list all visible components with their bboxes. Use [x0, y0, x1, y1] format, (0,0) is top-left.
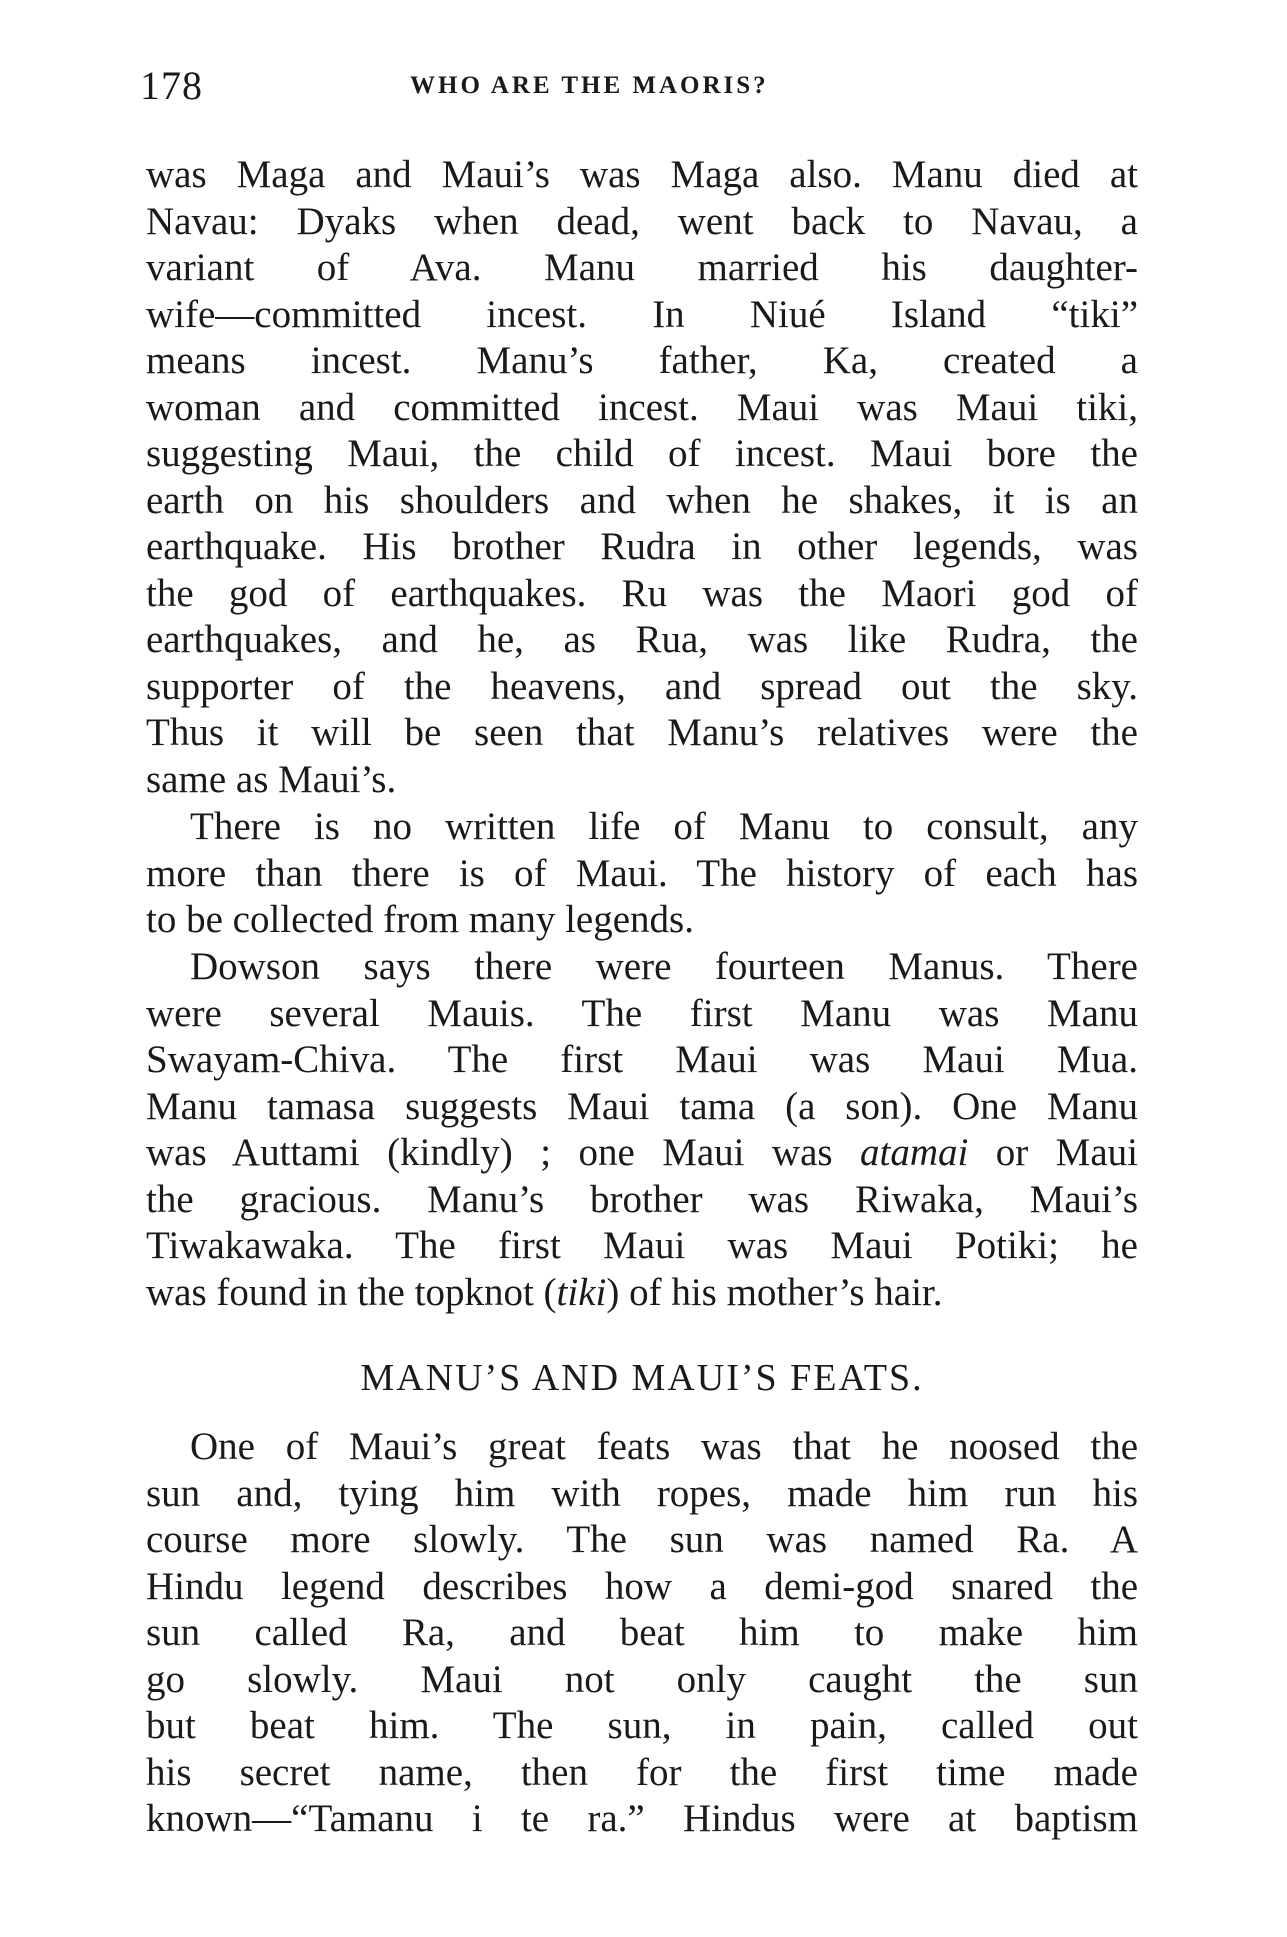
italic-word: atamai: [860, 1131, 969, 1174]
text-line: Thus it will be seen that Manu’s relatives were the: [146, 711, 1138, 754]
text-line: earthquake. His brother Rudra in other legends, was: [146, 525, 1138, 568]
paragraph-2: [146, 804, 1138, 944]
text-line: means incest. Manu’s father, Ka, created a: [146, 339, 1138, 382]
text-line: [146, 1270, 1138, 1317]
text-line: supporter of the heavens, and spread out the sky.: [146, 664, 1138, 708]
text-line: go slowly. Maui not only caught the sun: [146, 1657, 1138, 1701]
section-heading: MANU’S AND MAUI’S FEATS.: [360, 1357, 924, 1399]
text-line: his secret name, then for the first time made: [146, 1750, 1138, 1794]
paragraph-1: [146, 152, 1138, 803]
text-line: variant of Ava. Manu married his daughter-: [146, 246, 1138, 289]
text-line: Dowson says there were fourteen Manus. There: [190, 945, 1138, 988]
text-segment: was Auttami (kindly) ; one Maui was: [146, 1131, 860, 1174]
text-line: known—“Tamanu i te ra.” Hindus were at baptism: [146, 1797, 1138, 1840]
running-title: WHO ARE THE MAORIS?: [410, 72, 769, 99]
text-line: the gracious. Manu’s brother was Riwaka, Maui’s: [146, 1177, 1138, 1221]
text-line: was Maga and Maui’s was Maga also. Manu died at: [146, 153, 1138, 196]
paragraph-3: [146, 944, 1138, 1316]
text-line: Navau: Dyaks when dead, went back to Navau, a: [146, 199, 1138, 243]
text-line: Manu tamasa suggests Maui tama (a son). One Manu: [146, 1084, 1138, 1128]
text-line: suggesting Maui, the child of incest. Maui bore the: [146, 432, 1138, 475]
italic-word: tiki: [556, 1270, 607, 1314]
text-line: the god of earthquakes. Ru was the Maori god of: [146, 571, 1138, 615]
text-line: earthquakes, and he, as Rua, was like Rudra, the: [146, 618, 1138, 661]
text-line: There is no written life of Manu to consult, any: [190, 805, 1138, 848]
text-line: sun called Ra, and beat him to make him: [146, 1611, 1138, 1654]
text-line: woman and committed incest. Maui was Maui tiki,: [146, 385, 1138, 429]
text-segment: ) of his mother’s hair.: [606, 1270, 943, 1314]
text-line: more than there is of Maui. The history of each has: [146, 851, 1138, 895]
text-segment: or Maui: [968, 1131, 1138, 1174]
text-line: wife—committed incest. In Niué Island “tiki”: [146, 292, 1138, 336]
text-line: to be collected from many legends.: [146, 898, 694, 941]
section-paragraph: [146, 1424, 1138, 1843]
text-line: but beat him. The sun, in pain, called out: [146, 1704, 1138, 1747]
text-line: [146, 1130, 1138, 1177]
text-line: Hindu legend describes how a demi-god snared the: [146, 1564, 1138, 1608]
text-line: One of Maui’s great feats was that he noosed the: [190, 1425, 1138, 1468]
text-segment: was found in the topknot (: [146, 1270, 557, 1314]
text-line: were several Mauis. The first Manu was Manu: [146, 991, 1138, 1035]
text-line: Tiwakawaka. The first Maui was Maui Potiki; he: [146, 1224, 1138, 1267]
text-line: Swayam-Chiva. The first Maui was Maui Mua.: [146, 1038, 1138, 1081]
text-line: course more slowly. The sun was named Ra. A: [146, 1518, 1138, 1561]
text-line: sun and, tying him with ropes, made him run his: [146, 1471, 1138, 1515]
text-line: earth on his shoulders and when he shakes, it is an: [146, 478, 1138, 522]
text-line: same as Maui’s.: [146, 757, 397, 801]
page-number: 178: [140, 63, 203, 108]
running-head: [140, 62, 1140, 122]
